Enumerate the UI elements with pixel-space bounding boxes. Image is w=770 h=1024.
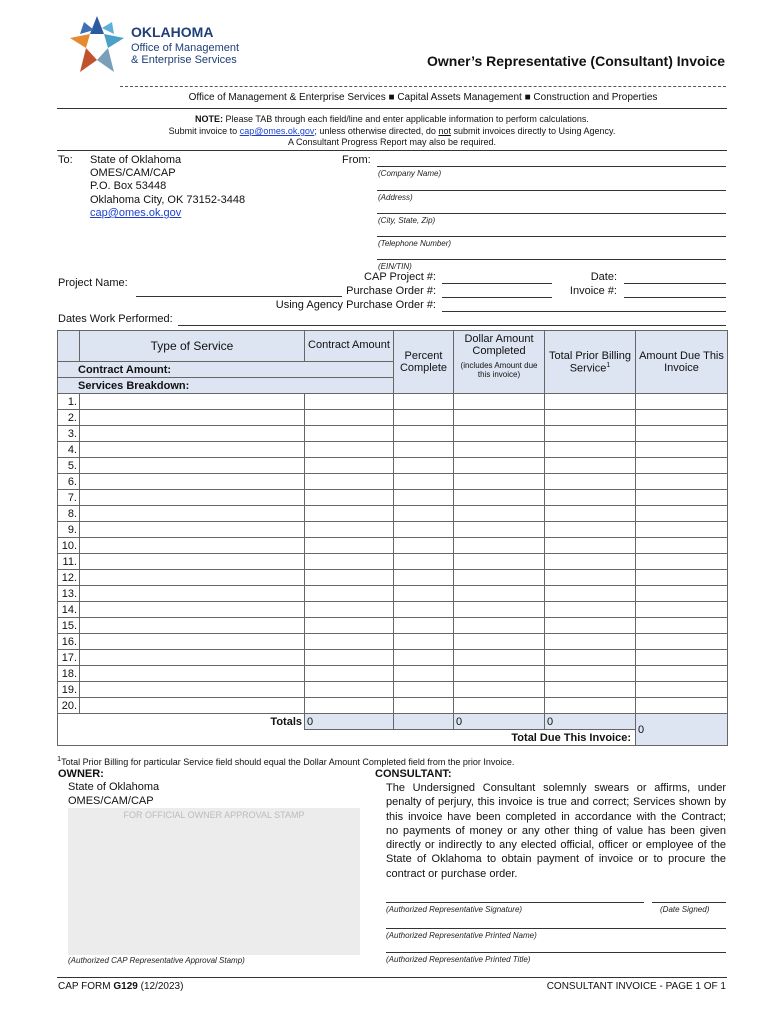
percent-complete-cell[interactable] xyxy=(394,602,454,618)
logo-line-1: OKLAHOMA xyxy=(131,24,214,40)
prior-billing-cell[interactable] xyxy=(545,682,636,698)
service-row xyxy=(58,490,728,506)
prior-billing-cell[interactable] xyxy=(545,650,636,666)
dollar-amount-cell[interactable] xyxy=(454,682,545,698)
service-type-cell[interactable] xyxy=(80,618,305,634)
dollar-amount-cell[interactable] xyxy=(454,522,545,538)
services-table xyxy=(57,330,728,746)
prior-billing-cell[interactable] xyxy=(545,394,636,410)
percent-complete-cell[interactable] xyxy=(394,650,454,666)
city-caption: (City, State, Zip) xyxy=(378,216,436,225)
form-code-number: G129 xyxy=(113,981,138,992)
percent-complete-cell[interactable] xyxy=(394,698,454,714)
contract-amount-cell[interactable] xyxy=(305,426,394,442)
dollar-amount-cell[interactable] xyxy=(454,442,545,458)
contract-amount-cell[interactable] xyxy=(305,634,394,650)
contract-amount-cell[interactable] xyxy=(305,682,394,698)
footnote-ref: 1 xyxy=(606,361,611,369)
totals-percent xyxy=(394,714,454,730)
percent-complete-cell[interactable] xyxy=(394,682,454,698)
cap-project-field[interactable] xyxy=(442,283,552,284)
amount-due-cell[interactable] xyxy=(636,522,728,538)
prior-billing-cell[interactable] xyxy=(545,554,636,570)
row-number: 18. xyxy=(58,666,80,682)
service-row xyxy=(58,474,728,490)
amount-due-cell[interactable] xyxy=(636,458,728,474)
dollar-amount-cell[interactable] xyxy=(454,410,545,426)
phone-field[interactable] xyxy=(377,236,726,237)
to-line-1: State of Oklahoma xyxy=(90,154,182,166)
service-type-cell[interactable] xyxy=(80,458,305,474)
dollar-amount-cell[interactable] xyxy=(454,570,545,586)
from-label: From: xyxy=(342,154,371,166)
service-row xyxy=(58,698,728,714)
dollar-amount-cell[interactable] xyxy=(454,394,545,410)
affirmation-line: penalty of perjury, this invoice is true and correct; Services shown by xyxy=(386,796,726,809)
row-number: 17. xyxy=(58,650,80,666)
percent-complete-cell[interactable] xyxy=(394,442,454,458)
header-dollar-amount xyxy=(454,331,545,394)
ein-caption: (EIN/TIN) xyxy=(378,262,412,271)
amount-due-cell[interactable] xyxy=(636,618,728,634)
org-divider xyxy=(57,108,727,109)
to-line-2: OMES/CAM/CAP xyxy=(90,167,176,179)
prior-billing-cell[interactable] xyxy=(545,410,636,426)
contract-amount-cell[interactable] xyxy=(305,522,394,538)
contract-amount-row xyxy=(58,362,394,378)
owner-label-text: OWNER xyxy=(58,768,101,780)
submit-not: not xyxy=(438,126,451,136)
progress-note: A Consultant Progress Report may also be required. xyxy=(287,137,497,147)
affirmation-line: State of Oklahoma to obtain payment of invoice or to procure the xyxy=(386,853,726,866)
percent-complete-cell[interactable] xyxy=(394,490,454,506)
oklahoma-star-logo xyxy=(66,14,128,76)
prior-billing-cell[interactable] xyxy=(545,666,636,682)
page-indicator: CONSULTANT INVOICE - PAGE 1 OF 1 xyxy=(546,981,726,992)
note-divider xyxy=(57,150,727,151)
dollar-amount-cell[interactable] xyxy=(454,618,545,634)
service-type-cell[interactable] xyxy=(80,426,305,442)
percent-complete-cell[interactable] xyxy=(394,586,454,602)
dollar-amount-cell[interactable] xyxy=(454,490,545,506)
service-type-cell[interactable] xyxy=(80,682,305,698)
stamp-placeholder: FOR OFFICIAL OWNER APPROVAL STAMP xyxy=(123,810,305,820)
prior-billing-cell[interactable] xyxy=(545,602,636,618)
percent-complete-cell[interactable] xyxy=(394,554,454,570)
contract-amount-cell[interactable] xyxy=(305,698,394,714)
dollar-amount-cell[interactable] xyxy=(454,650,545,666)
service-type-cell[interactable] xyxy=(80,410,305,426)
service-row xyxy=(58,506,728,522)
total-due-value: 0 xyxy=(636,714,728,746)
prior-billing-cell[interactable] xyxy=(545,586,636,602)
prior-billing-cell[interactable] xyxy=(545,538,636,554)
date-signed-caption: (Date Signed) xyxy=(660,905,710,914)
row-number: 20. xyxy=(58,698,80,714)
prior-billing-cell[interactable] xyxy=(545,458,636,474)
service-row xyxy=(58,650,728,666)
printed-name-caption: (Authorized Representative Printed Name) xyxy=(386,931,537,940)
percent-complete-cell[interactable] xyxy=(394,410,454,426)
prior-billing-cell[interactable] xyxy=(545,426,636,442)
service-type-cell[interactable] xyxy=(80,554,305,570)
owner-line-2: OMES/CAM/CAP xyxy=(68,795,154,807)
consultant-affirmation xyxy=(386,781,726,881)
form-code-prefix: CAP FORM xyxy=(58,981,114,992)
amount-due-cell[interactable] xyxy=(636,602,728,618)
service-row xyxy=(58,538,728,554)
services-breakdown-row xyxy=(58,378,394,394)
contract-amount-cell[interactable] xyxy=(305,474,394,490)
prior-billing-cell[interactable] xyxy=(545,618,636,634)
prior-billing-cell[interactable] xyxy=(545,522,636,538)
service-row xyxy=(58,522,728,538)
city-field[interactable] xyxy=(377,213,726,214)
note-line xyxy=(57,114,727,124)
prior-billing-cell[interactable] xyxy=(545,570,636,586)
row-number: 12. xyxy=(58,570,80,586)
amount-due-cell[interactable] xyxy=(636,666,728,682)
row-number: 13. xyxy=(58,586,80,602)
consultant-label: CONSULTANT: xyxy=(375,768,452,780)
percent-complete-cell[interactable] xyxy=(394,426,454,442)
amount-due-cell[interactable] xyxy=(636,474,728,490)
contract-amount-cell[interactable] xyxy=(305,394,394,410)
stamp-caption: (Authorized CAP Representative Approval Stamp) xyxy=(68,956,245,965)
contract-amount-label: Contract Amount: xyxy=(78,363,172,376)
dates-work-field[interactable] xyxy=(178,325,726,326)
invoice-number-field[interactable] xyxy=(624,297,726,298)
title-divider xyxy=(120,86,726,87)
row-number: 1. xyxy=(58,394,80,410)
service-row xyxy=(58,634,728,650)
note-label: NOTE: xyxy=(195,114,224,124)
prior-billing-cell[interactable] xyxy=(545,490,636,506)
service-type-cell[interactable] xyxy=(80,506,305,522)
agency-po-label: Using Agency Purchase Order #: xyxy=(275,299,436,311)
org-line: Office of Management & Enterprise Services ■ Capital Assets Management ■ Construction and Properties xyxy=(188,92,658,103)
to-line-4: Oklahoma City, OK 73152-3448 xyxy=(90,194,246,206)
date-signed-field[interactable] xyxy=(652,902,726,903)
service-row xyxy=(58,666,728,682)
submit-email-link[interactable]: cap@omes.ok.gov xyxy=(239,126,315,136)
submit-mid: ; unless otherwise directed, do xyxy=(314,126,439,136)
amount-due-cell[interactable] xyxy=(636,586,728,602)
percent-complete-cell[interactable] xyxy=(394,538,454,554)
amount-due-cell[interactable] xyxy=(636,554,728,570)
date-field[interactable] xyxy=(624,283,726,284)
contract-amount-cell[interactable] xyxy=(305,458,394,474)
submit-post: submit invoices directly to Using Agency. xyxy=(450,126,616,136)
row-number: 14. xyxy=(58,602,80,618)
header-total-prior-billing-label: Total Prior Billing Service xyxy=(549,349,631,375)
service-type-cell[interactable] xyxy=(80,666,305,682)
row-number: 15. xyxy=(58,618,80,634)
dollar-amount-cell[interactable] xyxy=(454,698,545,714)
totals-row xyxy=(58,714,728,730)
contract-amount-cell[interactable] xyxy=(305,666,394,682)
dollar-amount-cell[interactable] xyxy=(454,586,545,602)
project-name-label: Project Name: xyxy=(58,277,128,289)
affirmation-line: this invoice have been completed in accordance with the Contract; xyxy=(386,810,726,823)
contract-amount-cell[interactable] xyxy=(305,650,394,666)
amount-due-cell[interactable] xyxy=(636,394,728,410)
footnote xyxy=(57,754,737,767)
footnote-text: Total Prior Billing for particular Service field should equal the Dollar Amount Completed field from the prior Invoice. xyxy=(61,757,515,767)
affirmation-line: no payments of money or any other thing of value has been given xyxy=(386,824,726,837)
note-text: Please TAB through each field/line and enter applicable information to perform calculations. xyxy=(223,114,589,124)
dollar-amount-cell[interactable] xyxy=(454,634,545,650)
prior-billing-cell[interactable] xyxy=(545,442,636,458)
contract-amount-cell[interactable] xyxy=(305,602,394,618)
contract-amount-cell[interactable] xyxy=(305,538,394,554)
percent-complete-cell[interactable] xyxy=(394,522,454,538)
header-dollar-amount-note: (includes Amount due this invoice) xyxy=(460,361,538,379)
signature-field[interactable] xyxy=(386,902,644,903)
prior-billing-cell[interactable] xyxy=(545,506,636,522)
logo-line-3: & Enterprise Services xyxy=(131,54,237,66)
affirmation-line: The Undersigned Consultant solemnly swears or affirms, under xyxy=(386,782,726,794)
total-due-row xyxy=(58,730,728,746)
page-title: Owner’s Representative (Consultant) Invoice xyxy=(427,53,725,69)
contract-amount-cell[interactable] xyxy=(305,442,394,458)
row-number: 4. xyxy=(58,442,80,458)
service-row xyxy=(58,602,728,618)
row-number: 7. xyxy=(58,490,80,506)
row-number: 8. xyxy=(58,506,80,522)
dollar-amount-cell[interactable] xyxy=(454,666,545,682)
affirmation-line: contract or purchase order. xyxy=(386,867,518,880)
contract-amount-cell[interactable] xyxy=(305,506,394,522)
header-total-prior-billing xyxy=(545,331,636,394)
dollar-amount-cell[interactable] xyxy=(454,538,545,554)
dollar-amount-cell[interactable] xyxy=(454,554,545,570)
service-row xyxy=(58,458,728,474)
service-type-cell[interactable] xyxy=(80,586,305,602)
date-label: Date: xyxy=(590,271,617,283)
approval-stamp-box xyxy=(68,808,360,955)
contract-amount-cell[interactable] xyxy=(305,618,394,634)
service-row xyxy=(58,586,728,602)
services-breakdown-label: Services Breakdown: xyxy=(78,379,190,392)
percent-complete-cell[interactable] xyxy=(394,666,454,682)
service-row xyxy=(58,442,728,458)
company-name-caption: (Company Name) xyxy=(378,169,442,178)
footnote-marker: 1 xyxy=(57,754,62,763)
amount-due-cell[interactable] xyxy=(636,538,728,554)
service-type-cell[interactable] xyxy=(80,650,305,666)
contract-amount-cell[interactable] xyxy=(305,490,394,506)
amount-due-cell[interactable] xyxy=(636,570,728,586)
submit-line xyxy=(57,126,727,136)
to-label: To: xyxy=(58,154,73,166)
service-row xyxy=(58,426,728,442)
amount-due-cell[interactable] xyxy=(636,426,728,442)
row-number: 6. xyxy=(58,474,80,490)
address-field[interactable] xyxy=(377,190,726,191)
service-row xyxy=(58,618,728,634)
invoice-number-label: Invoice #: xyxy=(569,285,617,297)
purchase-order-label: Purchase Order #: xyxy=(346,285,436,297)
row-number: 16. xyxy=(58,634,80,650)
prior-billing-cell[interactable] xyxy=(545,474,636,490)
percent-complete-cell[interactable] xyxy=(394,506,454,522)
affirmation-line: directly or indirectly to any elected official, officer or employee of the xyxy=(386,839,726,852)
row-number: 19. xyxy=(58,682,80,698)
signature-caption: (Authorized Representative Signature) xyxy=(386,905,523,914)
footer-divider xyxy=(57,977,727,978)
totals-label: Totals xyxy=(58,714,305,730)
contract-amount-cell[interactable] xyxy=(305,570,394,586)
service-type-cell[interactable] xyxy=(80,538,305,554)
consultant-label-text: CONSULTANT xyxy=(375,768,448,780)
service-type-cell[interactable] xyxy=(80,394,305,410)
company-name-field[interactable] xyxy=(377,166,726,167)
dollar-amount-cell[interactable] xyxy=(454,426,545,442)
row-number: 11. xyxy=(58,554,80,570)
amount-due-cell[interactable] xyxy=(636,650,728,666)
header-contract-amount: Contract Amount xyxy=(305,331,394,362)
to-line-3: P.O. Box 53448 xyxy=(90,180,167,192)
service-row xyxy=(58,554,728,570)
project-name-field[interactable] xyxy=(136,296,342,297)
row-number: 9. xyxy=(58,522,80,538)
prior-billing-cell[interactable] xyxy=(545,698,636,714)
amount-due-cell[interactable] xyxy=(636,506,728,522)
row-number: 2. xyxy=(58,410,80,426)
percent-complete-cell[interactable] xyxy=(394,570,454,586)
dollar-amount-cell[interactable] xyxy=(454,602,545,618)
amount-due-cell[interactable] xyxy=(636,698,728,714)
totals-prior: 0 xyxy=(545,714,636,730)
service-row xyxy=(58,394,728,410)
printed-title-field[interactable] xyxy=(386,952,726,953)
owner-label: OWNER: xyxy=(58,768,104,780)
percent-complete-cell[interactable] xyxy=(394,474,454,490)
ein-field[interactable] xyxy=(377,259,726,260)
totals-dollar: 0 xyxy=(454,714,545,730)
service-type-cell[interactable] xyxy=(80,474,305,490)
prior-billing-cell[interactable] xyxy=(545,634,636,650)
percent-complete-cell[interactable] xyxy=(394,458,454,474)
header-amount-due: Amount Due This Invoice xyxy=(636,331,728,394)
printed-name-field[interactable] xyxy=(386,928,726,929)
row-number: 3. xyxy=(58,426,80,442)
service-row xyxy=(58,570,728,586)
owner-line-1: State of Oklahoma xyxy=(68,781,160,793)
amount-due-cell[interactable] xyxy=(636,410,728,426)
service-row xyxy=(58,682,728,698)
form-code-date: (12/2023) xyxy=(137,981,184,992)
cap-project-label: CAP Project #: xyxy=(364,271,436,283)
row-number: 10. xyxy=(58,538,80,554)
service-type-cell[interactable] xyxy=(80,522,305,538)
purchase-order-field[interactable] xyxy=(442,297,552,298)
service-type-cell[interactable] xyxy=(80,570,305,586)
amount-due-cell[interactable] xyxy=(636,682,728,698)
service-type-cell[interactable] xyxy=(80,698,305,714)
amount-due-cell[interactable] xyxy=(636,634,728,650)
to-email-link[interactable]: cap@omes.ok.gov xyxy=(90,207,182,219)
amount-due-cell[interactable] xyxy=(636,490,728,506)
contract-amount-cell[interactable] xyxy=(305,586,394,602)
row-number: 5. xyxy=(58,458,80,474)
dollar-amount-cell[interactable] xyxy=(454,506,545,522)
service-type-cell[interactable] xyxy=(80,602,305,618)
service-type-cell[interactable] xyxy=(80,490,305,506)
percent-complete-cell[interactable] xyxy=(394,394,454,410)
service-type-cell[interactable] xyxy=(80,634,305,650)
header-type-of-service: Type of Service xyxy=(80,331,305,362)
contract-amount-cell[interactable] xyxy=(305,554,394,570)
dates-work-label: Dates Work Performed: xyxy=(58,313,173,325)
header-dollar-amount-label: Dollar Amount Completed xyxy=(464,333,534,357)
logo-line-2: Office of Management xyxy=(131,42,240,54)
printed-title-caption: (Authorized Representative Printed Title) xyxy=(386,955,531,964)
submit-pre: Submit invoice to xyxy=(168,126,240,136)
contract-amount-cell[interactable] xyxy=(305,410,394,426)
form-code xyxy=(58,981,183,992)
dollar-amount-cell[interactable] xyxy=(454,474,545,490)
totals-contract: 0 xyxy=(305,714,394,730)
service-type-cell[interactable] xyxy=(80,442,305,458)
amount-due-cell[interactable] xyxy=(636,442,728,458)
header-percent-complete: Percent Complete xyxy=(394,331,454,394)
dollar-amount-cell[interactable] xyxy=(454,458,545,474)
percent-complete-cell[interactable] xyxy=(394,618,454,634)
address-caption: (Address) xyxy=(378,193,413,202)
phone-caption: (Telephone Number) xyxy=(378,239,452,248)
total-due-label: Total Due This Invoice: xyxy=(58,730,636,746)
agency-po-field[interactable] xyxy=(442,311,726,312)
percent-complete-cell[interactable] xyxy=(394,634,454,650)
service-row xyxy=(58,410,728,426)
